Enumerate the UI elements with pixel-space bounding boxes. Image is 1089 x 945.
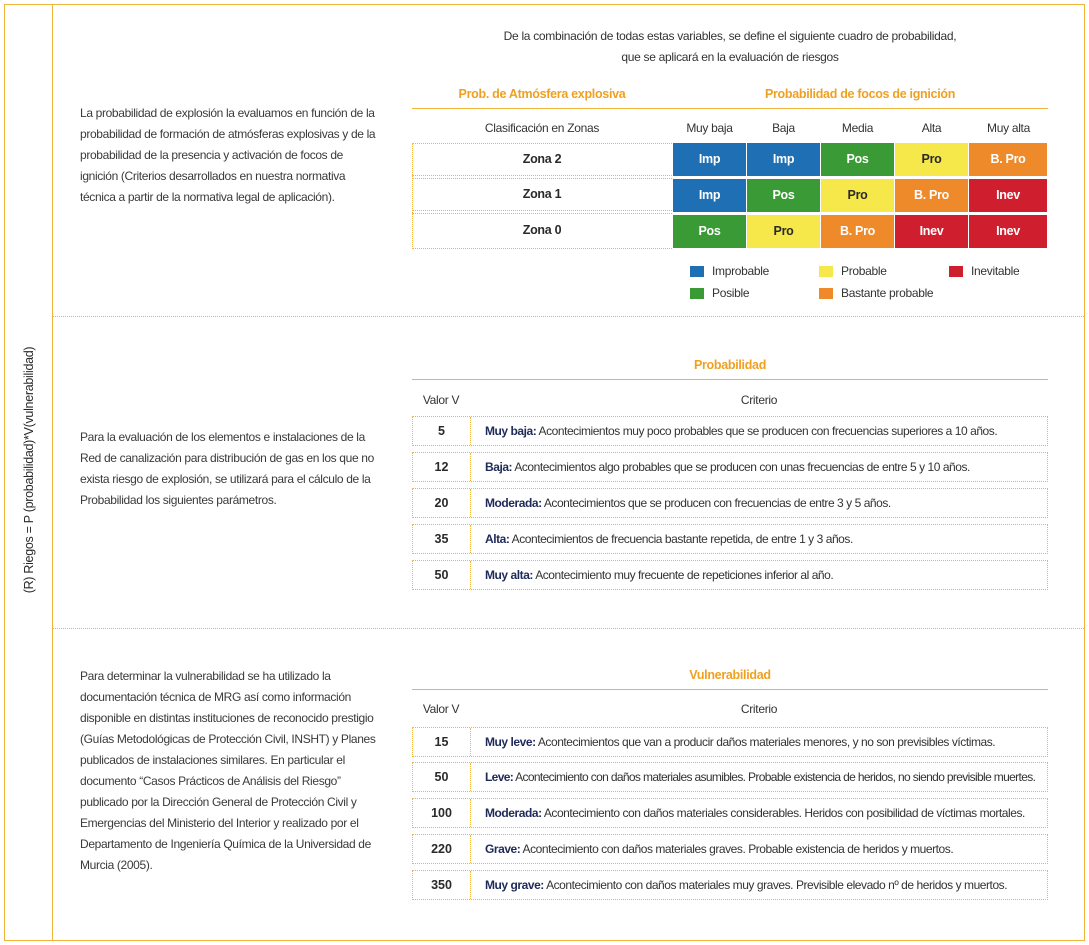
- intro-line-1: De la combinación de todas estas variables, se define el siguiente cuadro de probabilidad,: [503, 29, 957, 43]
- criteria-text: Acontecimientos que se producen con frecuencias de entre 3 y 5 años.: [541, 496, 891, 510]
- intro-line-2: que se aplicará en la evaluación de riesgos: [621, 50, 839, 64]
- vulnerability-criteria: [485, 871, 1007, 899]
- probability-value-header: Valor V: [422, 393, 460, 407]
- matrix-cell-inevitable: Inev: [895, 215, 968, 248]
- criteria-term: Muy baja:: [485, 424, 537, 438]
- legend-swatch-icon: [819, 266, 833, 277]
- legend-swatch-icon: [949, 266, 963, 277]
- probability-criteria: [485, 561, 833, 589]
- matrix-cell-posible: Pos: [747, 179, 820, 212]
- section-divider: [53, 628, 1084, 629]
- criteria-term: Muy alta:: [485, 568, 533, 582]
- vulnerability-value-header: Valor V: [422, 702, 460, 716]
- probability-value: 50: [413, 561, 471, 589]
- probability-value: 5: [413, 417, 471, 445]
- criteria-term: Muy grave:: [485, 878, 544, 892]
- vulnerability-value: 15: [413, 728, 471, 756]
- criteria-text: Acontecimientos muy poco probables que se producen con frecuencias superiores a 10 años.: [536, 424, 998, 438]
- vulnerability-criteria: [485, 728, 995, 756]
- probability-criteria: [485, 525, 853, 553]
- explosion-probability-paragraph: La probabilidad de explosión la evaluamos en función de la probabilidad de formación de atmósferas explosivas y de la probabilidad de la presencia y activación de focos de ignición (Criterios desarrollados en nuestra normativa técnica a partir de la normativa legal de aplicación).: [80, 106, 376, 204]
- criteria-term: Grave:: [485, 842, 521, 856]
- probability-row: [412, 560, 1048, 590]
- matrix-cell-posible: Pos: [673, 215, 746, 248]
- vulnerability-criteria-header: Criterio: [740, 702, 778, 716]
- zones-column-header: Clasificación en Zonas: [484, 121, 600, 135]
- legend-swatch-icon: [690, 266, 704, 277]
- matrix-cell-improbable: Imp: [747, 143, 820, 176]
- criteria-term: Leve:: [485, 770, 514, 784]
- probability-table-rule: [412, 379, 1048, 380]
- vulnerability-value: 100: [413, 799, 471, 827]
- vulnerability-table-rule: [412, 689, 1048, 690]
- vulnerability-row: [412, 798, 1048, 828]
- vulnerability-value: 50: [413, 763, 471, 791]
- vulnerability-row: [412, 727, 1048, 757]
- legend-swatch-icon: [690, 288, 704, 299]
- probability-paragraph: Para la evaluación de los elementos e instalaciones de la Red de canalización para distribución de gas en los que no exista riesgo de explosión, se utilizará para el cálculo de la Probabilidad los siguientes parámetros.: [80, 430, 374, 507]
- probability-value: 12: [413, 453, 471, 481]
- probability-criteria: [485, 453, 970, 481]
- probability-table-title: Probabilidad: [693, 358, 767, 372]
- legend-bastante-probable: [819, 286, 933, 300]
- risk-formula-label: (R) Riegos = P (probabilidad)*V(vulnerabilidad): [22, 346, 36, 594]
- zone-0-label: Zona 0: [522, 223, 562, 237]
- zone-1-label: Zona 1: [522, 187, 562, 201]
- ignition-header: Probabilidad de focos de ignición: [764, 87, 956, 101]
- vulnerability-row: [412, 762, 1048, 792]
- matrix-cell-inevitable: Inev: [969, 179, 1047, 212]
- vulnerability-value: 220: [413, 835, 471, 863]
- vulnerability-row: [412, 870, 1048, 900]
- legend-label: Improbable: [712, 264, 770, 278]
- legend-label: Inevitable: [971, 264, 1020, 278]
- probability-criteria: [485, 417, 997, 445]
- legend-label: Bastante probable: [841, 286, 934, 300]
- matrix-cell-probable: Pro: [747, 215, 820, 248]
- vulnerability-value: 350: [413, 871, 471, 899]
- vulnerability-table-title: Vulnerabilidad: [689, 668, 771, 682]
- matrix-cell-posible: Pos: [821, 143, 894, 176]
- column-muy-alta: Muy alta: [987, 121, 1030, 135]
- zone-2-label: Zona 2: [522, 152, 562, 166]
- matrix-cell-bastante-probable: B. Pro: [821, 215, 894, 248]
- criteria-text: Acontecimiento con daños materiales muy graves. Previsible elevado nº de heridos y muertos.: [543, 878, 1008, 892]
- legend-label: Posible: [712, 286, 750, 300]
- probability-value: 20: [413, 489, 471, 517]
- legend-probable: [819, 264, 887, 278]
- criteria-text: Acontecimientos de frecuencia bastante repetida, de entre 1 y 3 años.: [509, 532, 853, 546]
- matrix-cell-inevitable: Inev: [969, 215, 1047, 248]
- criteria-text: Acontecimiento con daños materiales considerables. Heridos con posibilidad de víctimas mortales.: [541, 806, 1025, 820]
- criteria-term: Muy leve:: [485, 735, 536, 749]
- vulnerability-criteria: [485, 799, 1025, 827]
- criteria-text: Acontecimientos algo probables que se producen con unas frecuencias de entre 5 y 10 años.: [512, 460, 970, 474]
- probability-row: [412, 524, 1048, 554]
- vulnerability-criteria: [485, 835, 953, 863]
- criteria-text: Acontecimiento con daños materiales asumibles. Probable existencia de heridos, no siendo previsible muertes.: [513, 770, 1036, 784]
- column-media: Media: [841, 121, 874, 135]
- legend-swatch-icon: [819, 288, 833, 299]
- matrix-cell-bastante-probable: B. Pro: [895, 179, 968, 212]
- probability-row: [412, 416, 1048, 446]
- vulnerability-row: [412, 834, 1048, 864]
- legend-improbable: [690, 264, 769, 278]
- matrix-cell-improbable: Imp: [673, 179, 746, 212]
- probability-row: [412, 488, 1048, 518]
- vulnerability-criteria: [485, 763, 1035, 791]
- column-muy-baja: Muy baja: [686, 121, 733, 135]
- probability-value: 35: [413, 525, 471, 553]
- header-rule: [412, 108, 1048, 109]
- matrix-cell-bastante-probable: B. Pro: [969, 143, 1047, 176]
- probability-criteria-header: Criterio: [740, 393, 778, 407]
- matrix-cell-improbable: Imp: [673, 143, 746, 176]
- criteria-text: Acontecimientos que van a producir daños materiales menores, y no son previsibles víctimas.: [535, 735, 996, 749]
- criteria-term: Alta:: [485, 532, 510, 546]
- matrix-cell-probable: Pro: [895, 143, 968, 176]
- probability-criteria: [485, 489, 891, 517]
- column-baja: Baja: [772, 121, 795, 135]
- matrix-cell-probable: Pro: [821, 179, 894, 212]
- legend-label: Probable: [841, 264, 887, 278]
- atmosphere-header: Prob. de Atmósfera explosiva: [458, 87, 626, 101]
- criteria-text: Acontecimiento muy frecuente de repeticiones inferior al año.: [532, 568, 834, 582]
- criteria-term: Moderada:: [485, 806, 542, 820]
- section-divider: [53, 316, 1084, 317]
- criteria-text: Acontecimiento con daños materiales graves. Probable existencia de heridos y muertos.: [520, 842, 954, 856]
- criteria-term: Moderada:: [485, 496, 542, 510]
- probability-row: [412, 452, 1048, 482]
- legend-inevitable: [949, 264, 1019, 278]
- criteria-term: Baja:: [485, 460, 513, 474]
- legend-posible: [690, 286, 749, 300]
- vulnerability-paragraph: Para determinar la vulnerabilidad se ha utilizado la documentación técnica de MRG así como información disponible en distintas instituciones de reconocido prestigio (Guías Metodológicas de Protección Civil, INSHT) y Planes publicados de instalaciones similares. En particular el documento “Casos Prácticos de Análisis del Riesgo” publicado por la Dirección General de Protección Civil y Emergencias del Ministerio del Interior y realizado por el Departamento de Ingeniería Química de la Universidad de Murcia (2005).: [80, 669, 376, 872]
- column-alta: Alta: [921, 121, 942, 135]
- matrix-intro: [412, 26, 1048, 68]
